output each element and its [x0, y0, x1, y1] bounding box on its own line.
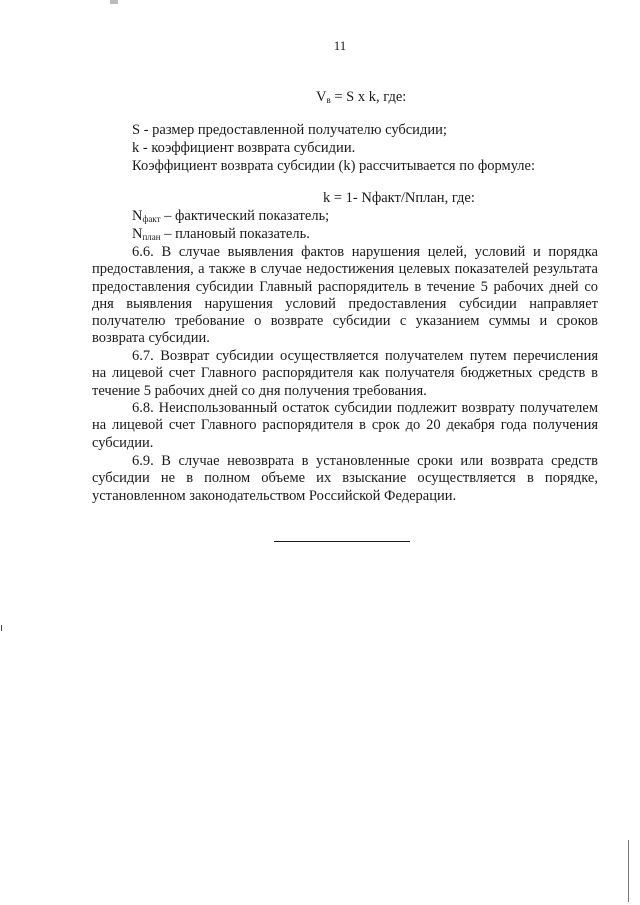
coefficient-intro: Коэффициент возврата субсидии (k) рассчитывается по формуле: — [132, 158, 536, 174]
scan-edge-mark — [110, 0, 118, 4]
definition-nfact — [132, 208, 329, 225]
nfact-subscript: факт — [142, 214, 161, 224]
nfact-symbol: N — [132, 208, 143, 224]
nfact-description: – фактический показатель; — [160, 208, 330, 224]
formula-lhs-symbol: V — [316, 89, 327, 105]
end-divider — [274, 541, 410, 542]
nplan-description: – плановый показатель. — [160, 226, 310, 242]
scan-edge-mark — [1, 625, 2, 631]
formula-lhs-subscript: в — [326, 95, 331, 105]
nplan-subscript: план — [142, 232, 161, 242]
definition-nplan — [132, 226, 310, 243]
page-number: 11 — [333, 38, 347, 53]
coefficient-formula: k = 1- Nфакт/Nплан, где: — [323, 190, 475, 206]
nplan-symbol: N — [132, 226, 143, 242]
paragraph-6-8: 6.8. Неиспользованный остаток субсидии подлежит возврату получателем на лицевой счет Главного распорядителя в срок до 20 декабря года получения субсидии. — [92, 400, 598, 451]
return-volume-formula — [316, 89, 406, 106]
definition-s: S - размер предоставленной получателю субсидии; — [132, 122, 447, 138]
definition-k: k - коэффициент возврата субсидии. — [132, 140, 356, 156]
scan-edge-mark — [628, 840, 629, 902]
paragraph-6-7: 6.7. Возврат субсидии осуществляется получателем путем перечисления на лицевой счет Главного распорядителя как получателя бюджетных средств в течение 5 рабочих дней со дня получения требования. — [92, 348, 598, 399]
paragraph-6-6: 6.6. В случае выявления фактов нарушения целей, условий и порядка предоставления, а также в случае недостижения целевых показателей результата предоставления субсидии Главный распорядитель в течение 5 рабочих дней со дня выявления нарушения условий предоставления субсидии направляет получателю требование о возврате субсидии с указанием суммы и сроков возврата субсидии. — [92, 244, 598, 347]
formula-rhs: = S x k, где: — [330, 89, 407, 105]
paragraph-6-9: 6.9. В случае невозврата в установленные сроки или возврата средств субсидии не в полном объеме их взыскание осуществляется в порядке, установленном законодательством Российской Федерации. — [92, 453, 598, 504]
